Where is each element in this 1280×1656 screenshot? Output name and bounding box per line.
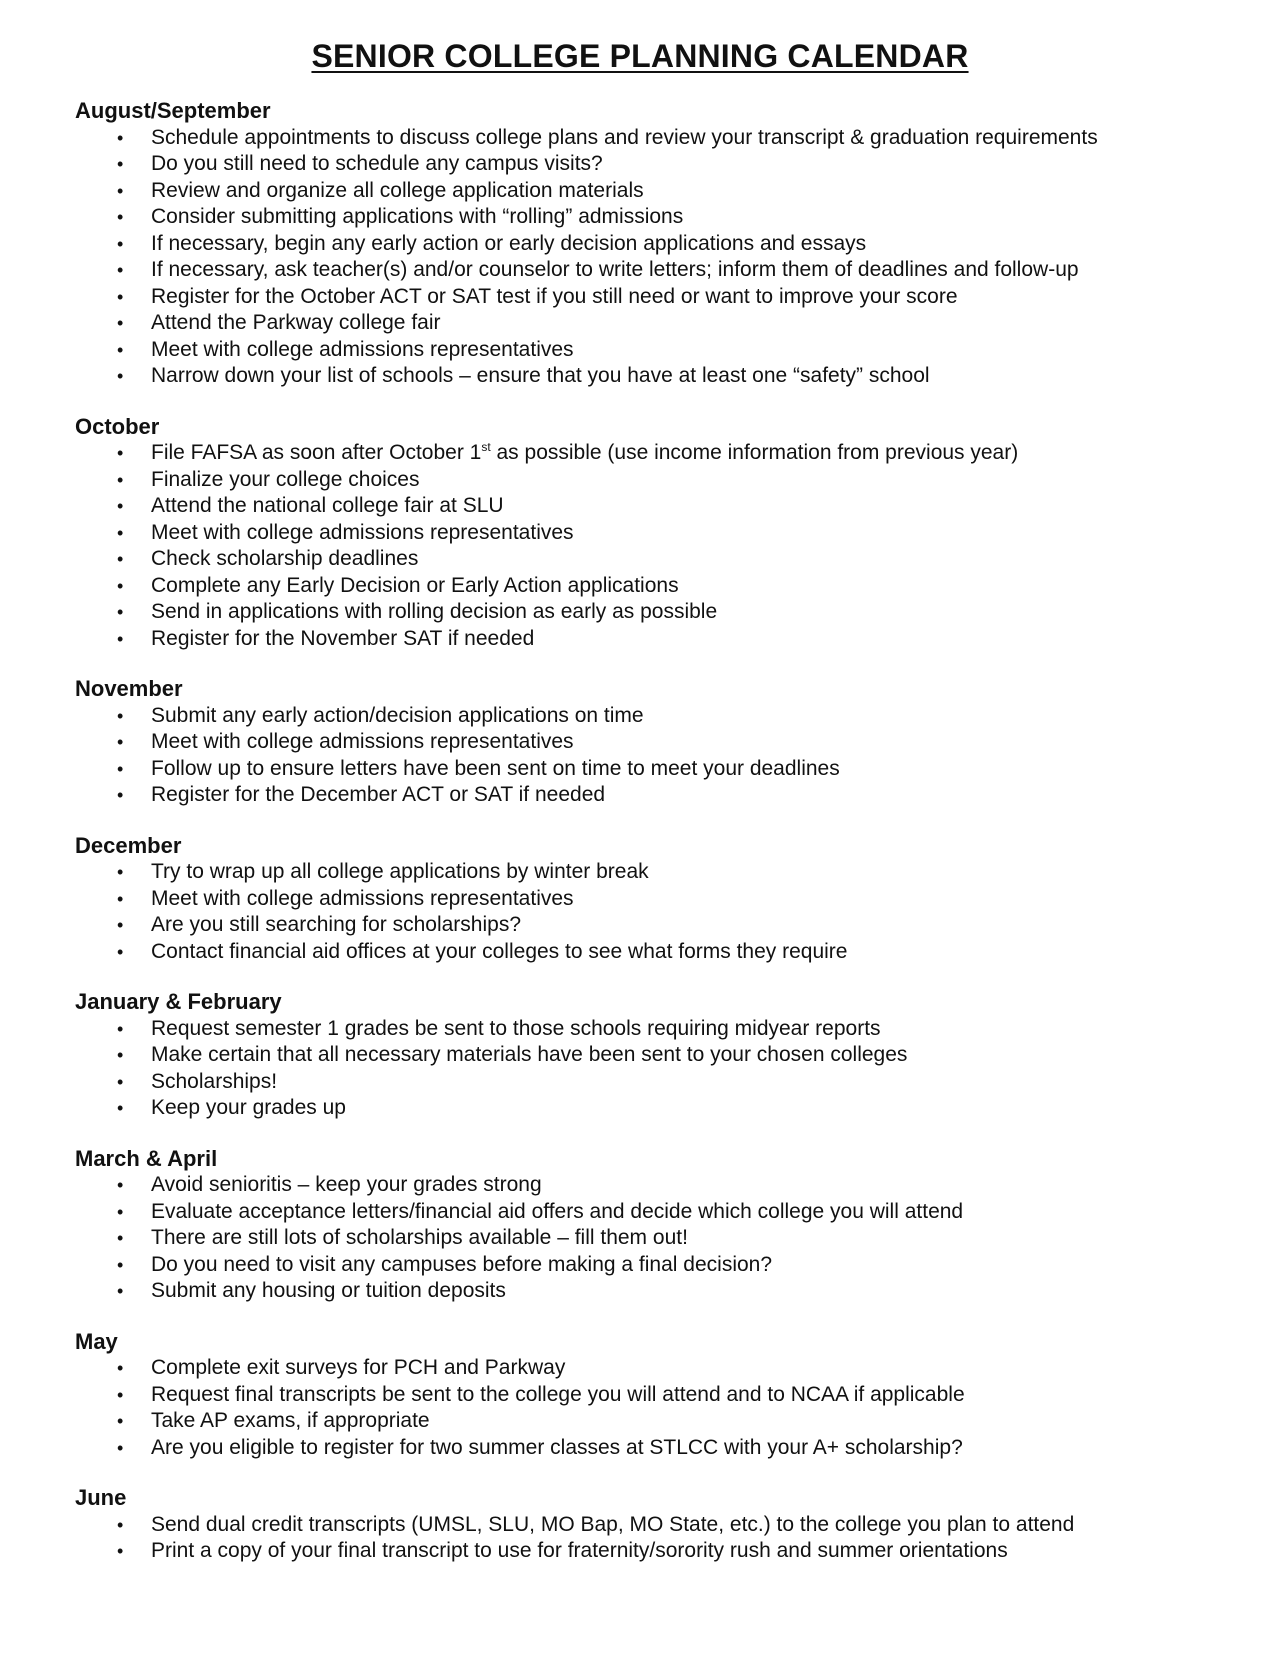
bullet-icon: • [117,522,124,543]
list-item [75,1016,1280,1043]
section-heading: January & February [75,989,282,1014]
item-list [75,859,1280,965]
bullet-icon: • [117,628,124,649]
item-text: Check scholarship deadlines [151,547,419,570]
section-heading: May [75,1328,118,1354]
section-november [75,676,1280,809]
section-december [75,833,1280,966]
list-item [75,257,1280,284]
item-text: Are you eligible to register for two summer classes at STLCC with your A+ scholarship? [151,1435,963,1459]
item-text: Print a copy of your final transcript to use for fraternity/sorority rush and summer orientations [151,1539,1008,1562]
bullet-icon: • [117,1071,124,1092]
item-text-fafsa-before: File FAFSA as soon after October 1 [151,441,482,464]
bullet-icon: • [117,366,124,386]
bullet-icon: • [117,915,124,935]
item-text: If necessary, begin any early action or early decision applications and essays [151,231,867,255]
list-item [75,337,1280,364]
item-text: Send in applications with rolling decision as early as possible [151,600,718,623]
item-list [75,1172,1280,1305]
bullet-icon: • [117,313,124,333]
bullet-icon: • [117,233,124,254]
item-text: Make certain that all necessary materials have been sent to your chosen colleges [151,1043,908,1066]
item-text: Complete exit surveys for PCH and Parkway [151,1356,566,1379]
bullet-icon: • [117,862,124,882]
bullet-icon: • [117,207,124,227]
section-january-february [75,989,1280,1122]
item-text: Do you need to visit any campuses before making a final decision? [151,1252,773,1276]
bullet-icon: • [117,180,124,201]
section-heading: June [75,1485,127,1510]
bullet-icon: • [117,1411,124,1431]
item-text: Do you still need to schedule any campus visits? [151,152,603,175]
item-text: Meet with college admissions representatives [151,337,574,361]
item-list [75,1512,1280,1565]
list-item [75,125,1280,152]
list-item [75,1042,1280,1069]
list-item [75,1278,1280,1305]
item-text: Evaluate acceptance letters/financial aid offers and decide which college you will attend [151,1199,964,1223]
list-item [75,599,1280,626]
item-text: If necessary, ask teacher(s) and/or counselor to write letters; inform them of deadlines and follow-up [151,258,1079,281]
list-item [75,1435,1280,1462]
list-item [75,912,1280,939]
list-item [75,546,1280,573]
list-item [75,151,1280,178]
bullet-icon: • [117,549,124,569]
list-item [75,859,1280,886]
bullet-icon: • [117,705,124,726]
section-june [75,1485,1280,1565]
item-text: Attend the Parkway college fair [151,311,441,334]
item-text: Narrow down your list of schools – ensure that you have at least one “safety” school [151,364,930,387]
item-text: Contact financial aid offices at your colleges to see what forms they require [151,939,848,963]
item-text: Register for the November SAT if needed [151,626,535,650]
item-text: Meet with college admissions representatives [151,730,574,753]
item-list [75,703,1280,809]
bullet-icon: • [117,469,124,490]
section-heading: November [75,676,183,701]
bullet-icon: • [117,496,124,516]
list-item [75,886,1280,913]
item-text: Attend the national college fair at SLU [151,494,504,517]
bullet-icon: • [117,1018,124,1039]
list-item [75,1252,1280,1279]
list-item [75,520,1280,547]
item-text-fafsa-after: as possible (use income information from previous year) [490,441,1019,464]
list-item [75,440,1280,467]
item-text: Consider submitting applications with “rolling” admissions [151,205,684,228]
bullet-icon: • [117,443,124,463]
item-text: Register for the October ACT or SAT test if you still need or want to improve your score [151,284,958,308]
bullet-icon: • [117,1281,124,1301]
list-item [75,178,1280,205]
section-october [75,414,1280,653]
bullet-icon: • [117,127,124,148]
list-item [75,756,1280,783]
bullet-icon: • [117,1228,124,1248]
bullet-icon: • [117,1175,124,1195]
list-item [75,204,1280,231]
bullet-icon: • [117,1045,124,1065]
list-item [75,1069,1280,1096]
list-item [75,467,1280,494]
bullet-icon: • [117,1098,124,1118]
item-text: Meet with college admissions representatives [151,520,574,544]
bullet-icon: • [117,286,124,307]
item-text: Submit any early action/decision applications on time [151,703,644,727]
item-text: Are you still searching for scholarships? [151,913,522,936]
item-text: Send dual credit transcripts (UMSL, SLU, MO Bap, MO State, etc.) to the college you plan to attend [151,1512,1075,1536]
item-text: Follow up to ensure letters have been sent on time to meet your deadlines [151,756,840,780]
list-item [75,703,1280,730]
bullet-icon: • [117,260,124,280]
list-item [75,1408,1280,1435]
list-item [75,1199,1280,1226]
item-text: Avoid senioritis – keep your grades strong [151,1173,542,1196]
item-text: Register for the December ACT or SAT if needed [151,783,606,806]
item-list [75,1355,1280,1461]
section-march-april [75,1146,1280,1305]
bullet-icon: • [117,941,124,962]
bullet-icon: • [117,888,124,909]
ordinal-superscript: st [481,440,491,454]
bullet-icon: • [117,758,124,779]
list-item [75,939,1280,966]
list-item [75,284,1280,311]
page-title: SENIOR COLLEGE PLANNING CALENDAR [311,38,969,74]
item-list [75,440,1280,652]
item-text: Meet with college admissions representatives [151,886,574,910]
bullet-icon: • [117,1514,124,1535]
list-item [75,626,1280,653]
list-item [75,1538,1280,1565]
list-item [75,1172,1280,1199]
item-text: Submit any housing or tuition deposits [151,1279,506,1302]
bullet-icon: • [117,575,124,596]
item-list [75,125,1280,390]
item-text: Finalize your college choices [151,467,420,491]
item-text: Schedule appointments to discuss college plans and review your transcript & graduation requirements [151,125,1098,149]
section-heading: March & April [75,1145,218,1171]
bullet-icon: • [117,602,124,622]
list-item [75,573,1280,600]
list-item [75,1382,1280,1409]
bullet-icon: • [117,732,124,752]
list-item [75,1095,1280,1122]
list-item [75,231,1280,258]
section-august-september [75,98,1280,390]
item-text: Try to wrap up all college applications by winter break [151,860,649,883]
section-heading: October [75,413,160,439]
bullet-icon: • [117,1541,124,1561]
item-text: Take AP exams, if appropriate [151,1409,430,1432]
item-list [75,1016,1280,1122]
item-text: Request semester 1 grades be sent to those schools requiring midyear reports [151,1016,881,1040]
section-heading: August/September [75,98,271,123]
bullet-icon: • [117,1437,124,1458]
list-item [75,729,1280,756]
item-text: There are still lots of scholarships available – fill them out! [151,1226,688,1249]
bullet-icon: • [117,785,124,805]
list-item [75,493,1280,520]
bullet-icon: • [117,1201,124,1222]
item-text: Complete any Early Decision or Early Action applications [151,573,679,597]
item-text: Scholarships! [151,1069,278,1093]
list-item [75,363,1280,390]
section-heading: December [75,832,182,858]
item-text: Request final transcripts be sent to the college you will attend and to NCAA if applicable [151,1382,965,1406]
list-item [75,1225,1280,1252]
list-item [75,1512,1280,1539]
bullet-icon: • [117,1384,124,1405]
bullet-icon: • [117,339,124,360]
item-text: Keep your grades up [151,1096,346,1119]
bullet-icon: • [117,1254,124,1275]
item-text: Review and organize all college application materials [151,178,644,202]
bullet-icon: • [117,154,124,174]
list-item [75,310,1280,337]
list-item [75,782,1280,809]
list-item [75,1355,1280,1382]
bullet-icon: • [117,1358,124,1378]
section-may [75,1329,1280,1462]
